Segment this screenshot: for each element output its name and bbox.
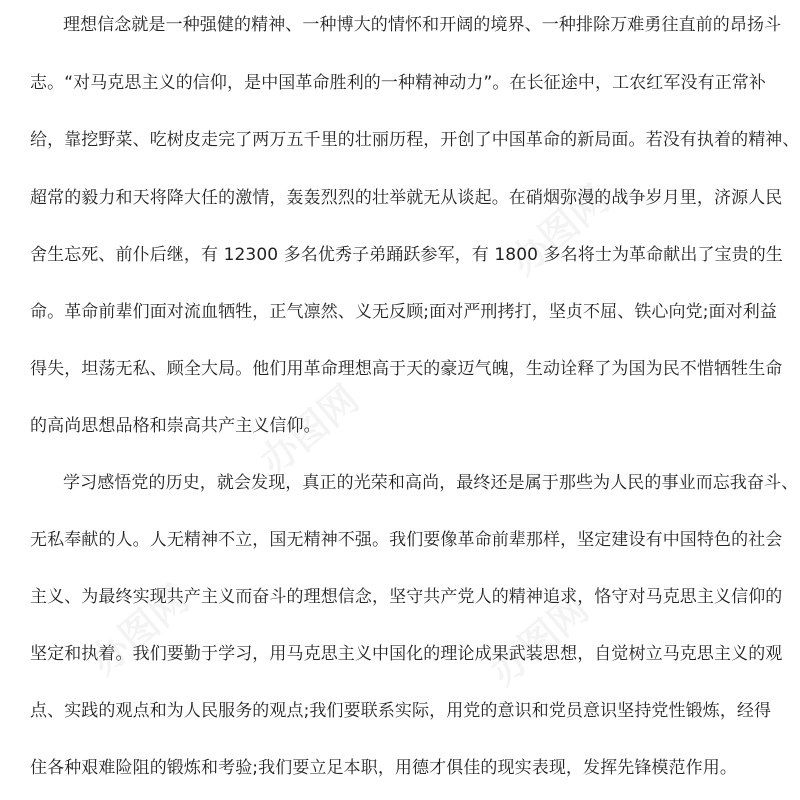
paragraph-2-line-3: 主义、为最终实现共产主义而奋斗的理想信念，坚守共产党人的精神追求，恪守对马克思主义信仰的 [30, 587, 783, 607]
paragraph-2-line-4: 坚定和执着。我们要勤于学习，用马克思主义中国化的理论成果武装思想，自觉树立马克思主义的观 [30, 644, 783, 664]
paragraph-1-line-4: 超常的毅力和天将降大任的激情，轰轰烈烈的壮举就无从谈起。在硝烟弥漫的战争岁月里，济源人民 [30, 188, 783, 208]
paragraph-2-line-6: 住各种艰难险阻的锻炼和考验;我们要立足本职，用德才俱佳的现实表现，发挥先锋模范作用。 [30, 758, 737, 778]
paragraph-2-line-2: 无私奉献的人。人无精神不立，国无精神不强。我们要像革命前辈那样，坚定建设有中国特色的社会 [30, 530, 783, 550]
paragraph-1-line-2: 志。“对马克思主义的信仰，是中国革命胜利的一种精神动力”。在长征途中，工农红军没有正常补 [30, 73, 767, 93]
paragraph-1-line-5: 舍生忘死、前仆后继，有 12300 多名优秀子弟踊跃参军，有 1800 多名将士为革命献出了宝贵的生 [30, 245, 783, 265]
paragraph-2-line-5: 点、实践的观点和为人民服务的观点;我们要联系实际，用党的意识和党员意识坚持党性锻炼，经得 [30, 701, 772, 721]
paragraph-1-line-8: 的高尚思想品格和崇高共产主义信仰。 [30, 416, 321, 436]
paragraph-1-line-7: 得失，坦荡无私、顾全大局。他们用革命理想高于天的豪迈气魄，生动诠释了为国为民不惜牺牲生命 [30, 359, 783, 379]
paragraph-2-line-1: 学习感悟党的历史，就会发现，真正的光荣和高尚，最终还是属于那些为人民的事业而忘我奋斗、 [63, 473, 799, 493]
paragraph-1-line-6: 命。革命前辈们面对流血牺牲，正气凛然、义无反顾;面对严刑拷打，坚贞不屈、铁心向党;面对利益 [30, 302, 777, 322]
paragraph-1-line-1: 理想信念就是一种强健的精神、一种博大的情怀和开阔的境界、一种排除万难勇往直前的昂扬斗 [63, 15, 782, 35]
paragraph-1-line-3: 给，靠挖野菜、吃树皮走完了两万五千里的壮丽历程，开创了中国革命的新局面。若没有执着的精神、 [30, 130, 800, 150]
